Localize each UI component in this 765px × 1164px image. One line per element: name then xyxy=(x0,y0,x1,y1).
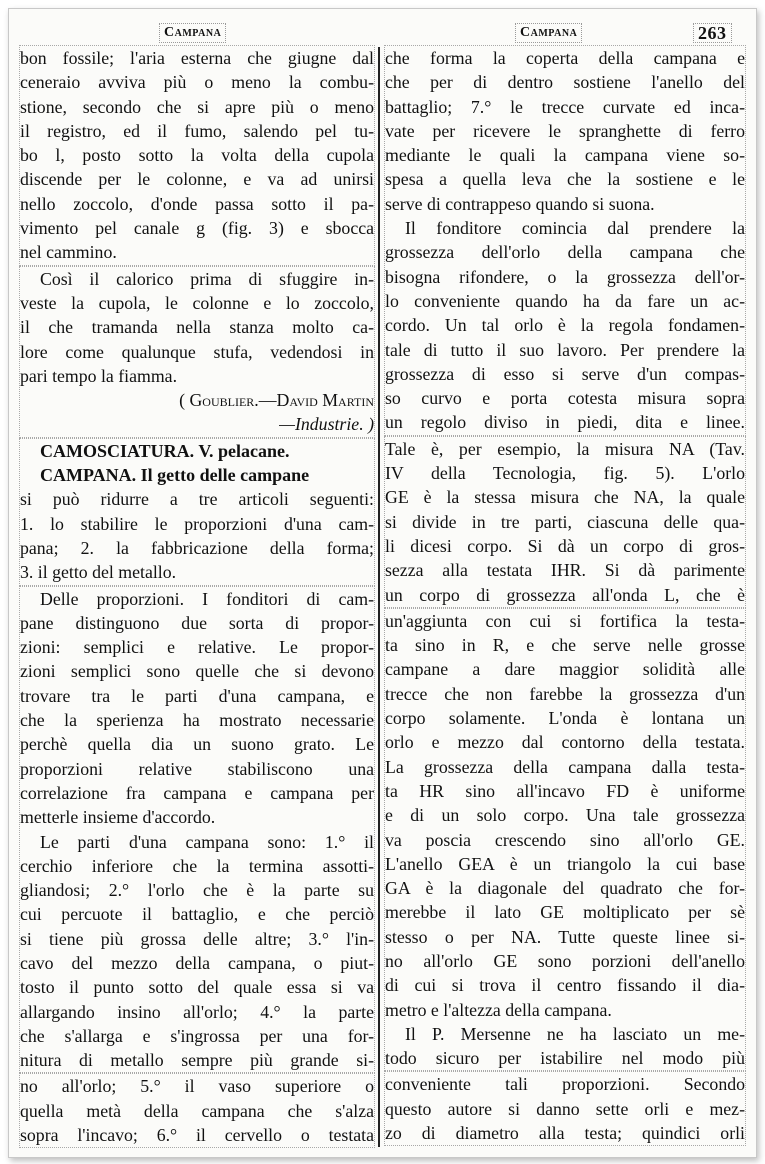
book-page xyxy=(8,8,757,1158)
text-line: il registro, ed il fumo, salendo pel tu- xyxy=(20,120,374,141)
text-line: tale di tutto il suo lavoro. Per prendere la xyxy=(385,339,745,360)
text-line: nello zoccolo, d'onde passa sotto il pa- xyxy=(20,193,374,214)
text-line: no all'orlo; 5.° il vaso superiore o xyxy=(20,1076,374,1097)
text-line: GA è la diagonale del quadrato che for- xyxy=(385,878,745,899)
text-line: perchè quella dia un suono grato. Le xyxy=(20,734,374,755)
entry-heading: CAMPANA. Il getto delle campane xyxy=(40,465,310,486)
text-line: veste la cupola, le colonne e lo zoccolo, xyxy=(20,292,374,313)
text-line: zioni semplici sono quelle che si devono xyxy=(20,661,374,682)
text-line: campane a dare maggior solidità alle xyxy=(385,659,745,680)
text-line: ta HR sino all'incavo FD è uniforme xyxy=(385,780,745,801)
text-line: proporzioni relative stabiliscono una xyxy=(20,758,374,779)
text-line: cerchio inferiore che la termina assotti- xyxy=(20,855,374,876)
text-line: lore come qualunque stufa, vedendosi in xyxy=(20,341,374,362)
text-line: Così il calorico prima di sfuggire in- xyxy=(40,268,374,289)
text-line: vate per ricevere le spranghette di ferro xyxy=(385,120,745,141)
text-line: questo autore si danno sette orli e mez- xyxy=(385,1098,745,1119)
text-line: che la sperienza ha mostrato necessarie xyxy=(20,710,374,731)
text-line: ceneraio avviva più o meno la combu- xyxy=(20,72,374,93)
text-line: nel cammino. xyxy=(20,242,117,263)
text-line: GE è la stessa misura che NA, la quale xyxy=(385,487,745,508)
text-line: Tale è, per esempio, la misura NA (Tav. xyxy=(385,438,745,459)
left-column xyxy=(19,45,375,1148)
text-line: battaglio; 7.° le trecce curvate ed inca- xyxy=(385,96,745,117)
text-line: L'anello GEA è un triangolo la cui base xyxy=(385,853,745,874)
text-line: cui percuote il battaglio, e che perciò xyxy=(20,904,374,925)
text-line: si può ridurre a tre articoli seguenti: xyxy=(20,489,374,510)
text-line: cordo. Un tal orlo è la regola fondamen- xyxy=(385,315,745,336)
text-block xyxy=(19,266,375,438)
text-line: di cui si trova il centro fissando il dia- xyxy=(385,975,745,996)
text-line: bo l, posto sotto la volta della cupola xyxy=(20,145,374,166)
text-line: zioni: semplici e relative. Le propor- xyxy=(20,637,374,658)
text-line: che forma la coperta della campana e xyxy=(385,48,745,68)
text-line: un regolo diviso in piedi, dita e linee. xyxy=(385,412,745,433)
text-line: metro e l'altezza della campana. xyxy=(385,999,612,1020)
text-line: un corpo di grossezza all'onda L, che è xyxy=(385,584,745,605)
text-line: Le parti d'una campana sono: 1.° il xyxy=(40,831,374,852)
text-line: quella metà della campana che s'alza xyxy=(20,1100,374,1121)
text-line: che s'allarga e s'ingrossa per una for- xyxy=(20,1025,374,1046)
text-line: ta sino in R, e che serve nelle grosse xyxy=(385,635,745,656)
text-line: stesso o per NA. Tutte queste linee si- xyxy=(385,926,745,947)
text-line: trovare tra le parti d'una campana, e xyxy=(20,685,374,706)
text-line: serve di contrappeso quando si suona. xyxy=(385,193,655,214)
text-line: corpo solamente. L'onda è lontana un xyxy=(385,708,745,729)
text-line: nitura di metallo sempre più grande si- xyxy=(20,1050,374,1071)
running-header-right: Campana xyxy=(515,23,582,43)
right-column xyxy=(384,45,746,1146)
running-header-left: Campana xyxy=(159,23,226,43)
text-line: orlo e mezzo dal contorno della testata. xyxy=(385,732,745,753)
text-line: grossezza dell'orlo della campana che xyxy=(385,242,745,263)
text-line: metterle insieme d'accordo. xyxy=(20,807,216,828)
text-line: cavo del mezzo della campana, o piut- xyxy=(20,952,374,973)
column-divider xyxy=(378,47,380,1147)
text-block xyxy=(19,586,375,1074)
text-line: Il fonditore comincia dal prendere la xyxy=(405,218,745,239)
text-line: grossezza di esso si serve d'un compas- xyxy=(385,363,745,384)
text-line: li dicesi corpo. Si dà un corpo di gros- xyxy=(385,535,745,556)
text-line: IV della Tecnologia, fig. 5). L'orlo xyxy=(385,463,745,484)
text-line: correlazione fra campana e campana per xyxy=(20,782,374,803)
text-line: conveniente tali proporzioni. Secondo xyxy=(385,1074,745,1095)
text-line: stione, secondo che si apre più o meno xyxy=(20,96,374,117)
text-line: un'aggiunta con cui si fortifica la testa- xyxy=(385,610,745,631)
attribution-line: ( Goublier.—David Martin xyxy=(179,390,374,411)
attribution-source: —Industrie. ) xyxy=(279,414,374,435)
text-line: vimento pel canale g (fig. 3) e sbocca xyxy=(20,218,374,239)
text-block xyxy=(384,436,746,608)
text-line: merebbe il lato GE moltiplicato per sè xyxy=(385,902,745,923)
text-line: 1. lo stabilire le proporzioni d'una cam- xyxy=(20,513,374,534)
text-line: spesa a quella leva che la sostiene e le xyxy=(385,169,745,190)
text-line: che per di dentro sostiene l'anello del xyxy=(385,72,745,93)
text-line: Il P. Mersenne ne ha lasciato un me- xyxy=(405,1023,745,1044)
text-line: allargando insino all'orlo; 4.° la parte xyxy=(20,1001,374,1022)
text-line: zo di diametro alla testa; quindici orli xyxy=(385,1123,745,1144)
text-line: e di un solo corpo. Una tale grossezza xyxy=(385,805,745,826)
text-block xyxy=(384,608,746,1072)
text-line: 3. il getto del metallo. xyxy=(20,562,177,583)
text-block xyxy=(19,1073,375,1148)
text-line: pari tempo la fiamma. xyxy=(20,365,178,386)
text-block xyxy=(384,45,746,436)
text-line: tosto il punto sotto del quale essa si va xyxy=(20,977,374,998)
text-block xyxy=(384,1071,746,1146)
text-line: va poscia crescendo sino all'orlo GE. xyxy=(385,829,745,850)
text-line: no all'orlo GE sono porzioni dell'anello xyxy=(385,950,745,971)
text-line: discende per le colonne, e va ad unirsi xyxy=(20,169,374,190)
text-line: bon fossile; l'aria esterna che giugne dal xyxy=(20,48,374,68)
text-block xyxy=(19,45,375,266)
text-line: so curvo e porta cotesta misura sopra xyxy=(385,388,745,409)
text-line: pane distinguono due sorta di propor- xyxy=(20,612,374,633)
text-line: pana; 2. la fabbricazione della forma; xyxy=(20,537,374,558)
page-number: 263 xyxy=(693,23,732,43)
text-line: Delle proporzioni. I fonditori di cam- xyxy=(40,588,374,609)
text-line: trecce che non farebbe la grossezza d'un xyxy=(385,683,745,704)
text-line: lo conveniente quando ha da fare un ac- xyxy=(385,290,745,311)
text-line: mediante le quali la campana viene so- xyxy=(385,145,745,166)
text-line: si tiene più grossa delle altre; 3.° l'in- xyxy=(20,928,374,949)
text-line: bisogna rifondere, o la grossezza dell'or- xyxy=(385,266,745,287)
text-line: todo sicuro per istabilire nel modo più xyxy=(385,1048,745,1069)
text-line: sopra l'incavo; 6.° il cervello o testata xyxy=(20,1125,374,1146)
attribution-line xyxy=(20,412,374,436)
text-line: il che tramanda nella stanza molto ca- xyxy=(20,317,374,338)
entry-heading: CAMOSCIATURA. V. pelacane. xyxy=(40,440,290,461)
text-line: si divide in tre parti, ciascuna delle qua- xyxy=(385,511,745,532)
text-line: sezza alla testata IHR. Si dà parimente xyxy=(385,560,745,581)
text-line: La grossezza della campana dalla testa- xyxy=(385,756,745,777)
entry-block xyxy=(19,438,375,586)
text-line: gliandosi; 2.° l'orlo che è la parte su xyxy=(20,880,374,901)
